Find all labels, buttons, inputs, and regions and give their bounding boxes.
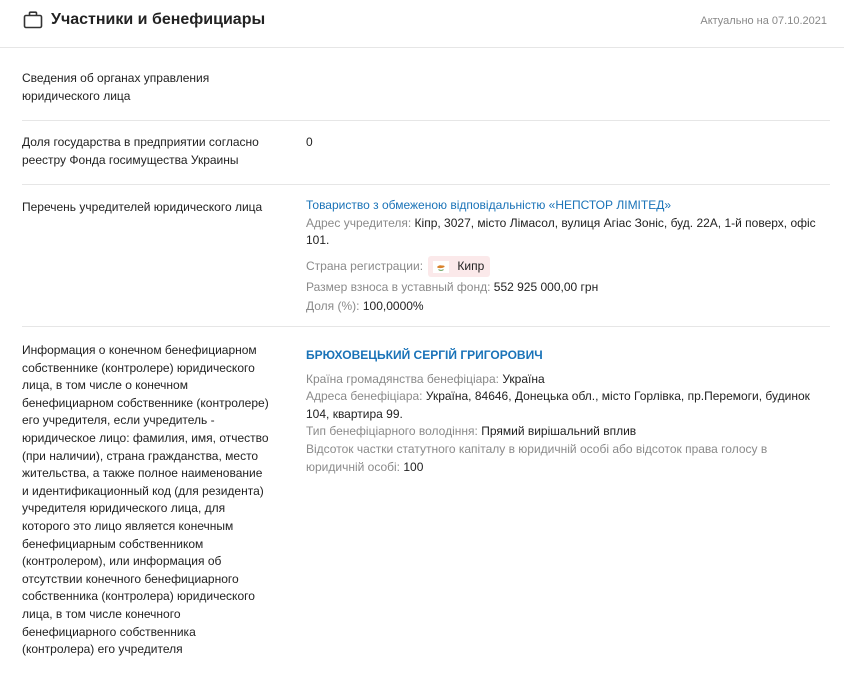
country-value: Кипр bbox=[457, 259, 485, 274]
country-label: Страна регистрации: bbox=[306, 258, 424, 273]
beneficiary-label-line: которого это лицо является конечным bbox=[22, 518, 234, 533]
beneficiary-label-line: собственнике (контролере) юридического bbox=[22, 360, 255, 375]
ownership-type-label: Тип бенефіціарного володіння: bbox=[306, 424, 478, 439]
share-percent-value: 100 bbox=[403, 459, 424, 474]
beneficiary-label-line: бенефициарным собственником bbox=[22, 536, 204, 551]
beneficiary-name-link[interactable]: БРЮХОВЕЦЬКИЙ СЕРГІЙ ГРИГОРОВИЧ bbox=[306, 348, 543, 362]
contribution-value: 552 925 000,00 грн bbox=[493, 279, 599, 294]
beneficiary-label-line: учредителя юридического лица, для bbox=[22, 501, 226, 516]
actual-date: Актуально на 07.10.2021 bbox=[700, 15, 827, 27]
country-badge bbox=[428, 256, 490, 277]
founder-entry bbox=[306, 197, 830, 316]
beneficiary-label-line: отсутствии конечного бенефициарного bbox=[22, 571, 239, 586]
share-label: Доля (%): bbox=[306, 299, 360, 314]
founder-name-link[interactable]: Товариство з обмеженою відповідальністю «НЕПСТОР ЛІМІТЕД» bbox=[306, 198, 672, 212]
beneficiary-label-line: жительства, а также полное наименование bbox=[22, 466, 263, 481]
management-label: Сведения об органах управления юридического лица bbox=[22, 71, 210, 103]
citizenship-label: Країна громадянства бенефіціара: bbox=[306, 371, 499, 386]
beneficiary-label-line: бенефициарного собственника bbox=[22, 624, 196, 639]
beneficiary-label-line: (при наличии), страна гражданства, место bbox=[22, 448, 259, 463]
beneficiary-label-line: бенефициарном собственнике (контролере) bbox=[22, 395, 269, 410]
beneficiary-label-line: лица, в том числе о конечном bbox=[22, 378, 188, 393]
section-header bbox=[0, 0, 844, 48]
beneficiary-label-line: юридическое лицо: фамилия, имя, отчество bbox=[22, 430, 269, 445]
beneficiary-label-line: (контролером), или информация об bbox=[22, 554, 222, 569]
beneficiary-label-line: Информация о конечном бенефициарном bbox=[22, 343, 257, 357]
state-share-value: 0 bbox=[306, 135, 313, 149]
cyprus-flag-icon bbox=[433, 261, 449, 273]
briefcase-icon bbox=[23, 10, 43, 30]
section-title: Участники и бенефициары bbox=[51, 11, 266, 28]
founder-address-label: Адрес учредителя: bbox=[306, 215, 412, 230]
divider bbox=[22, 326, 830, 327]
beneficiary-address-value: Україна, 84646, Донецька обл., місто Горлівка, пр.Перемоги, будинок bbox=[425, 389, 810, 404]
beneficiary-label-line: и идентификационный код (для резидента) bbox=[22, 483, 264, 498]
beneficiary-label-line: собственника (контролера) юридического bbox=[22, 589, 255, 604]
founders-label: Перечень учредителей юридического лица bbox=[22, 200, 263, 214]
beneficiary-label-line: (контролера) его учредителя bbox=[22, 642, 183, 657]
beneficiary-address-label: Адреса бенефіціара: bbox=[306, 389, 423, 404]
state-share-label: Доля государства в предприятии согласно реестру Фонда госимущества Украины bbox=[22, 135, 259, 167]
contribution-label: Размер взноса в уставный фонд: bbox=[306, 279, 491, 294]
beneficiary-label-line: лица, в том числе конечного bbox=[22, 606, 181, 621]
beneficiary-label bbox=[22, 342, 297, 659]
ownership-type-value: Прямий вирішальний вплив bbox=[481, 424, 637, 439]
beneficiary-address-value-cont: 104, квартира 99. bbox=[306, 406, 403, 421]
share-percent-label-cont: юридичній особі: bbox=[306, 459, 401, 474]
citizenship-value: Україна bbox=[502, 371, 545, 386]
share-value: 100,0000% bbox=[362, 299, 424, 314]
share-percent-label: Відсоток частки статутного капіталу в юридичній особі або відсоток права голосу в bbox=[306, 441, 768, 456]
beneficiary-label-line: его учредителя, если учредитель - bbox=[22, 413, 215, 428]
founder-address-value-cont: 101. bbox=[306, 233, 330, 248]
divider bbox=[22, 120, 830, 121]
beneficiary-entry bbox=[306, 347, 830, 476]
founder-address-value: Кіпр, 3027, місто Лімасол, вулиця Агіас Зоніс, буд. 22А, 1-й поверх, офіс bbox=[414, 215, 816, 230]
divider bbox=[22, 184, 830, 185]
